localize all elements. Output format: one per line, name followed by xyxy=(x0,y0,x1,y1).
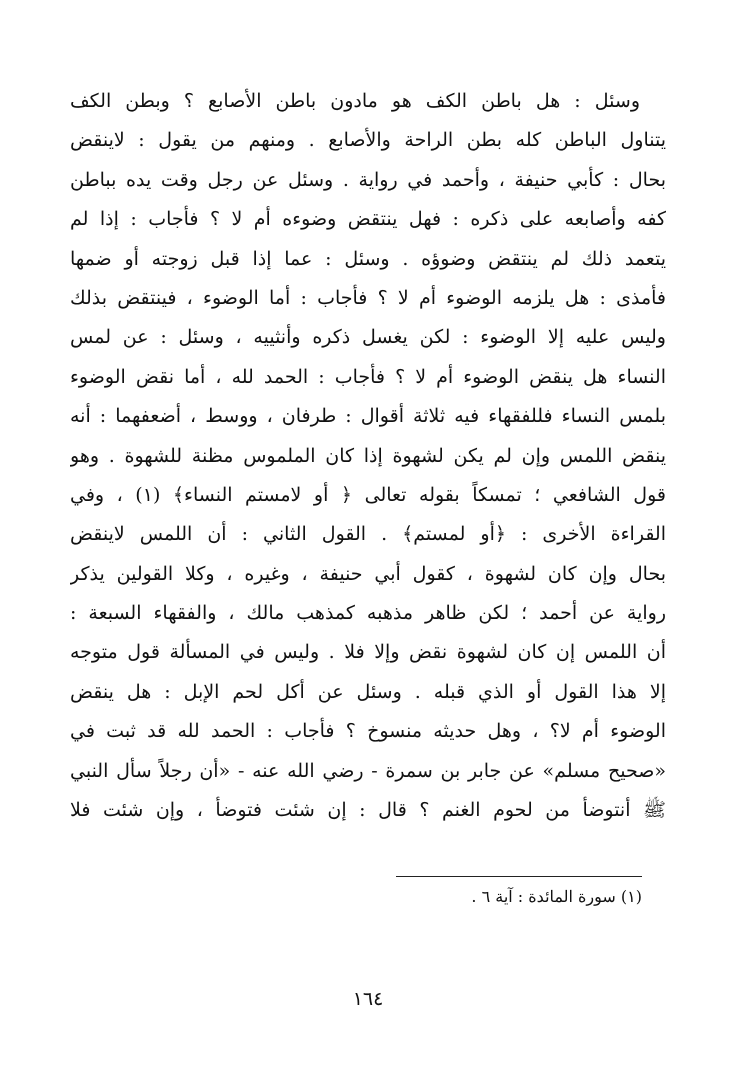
text-line: كفه وأصابعه على ذكره : فهل ينتقض وضوءه أم لا ؟ فأجاب : إذا لم xyxy=(70,208,666,231)
footnote-divider xyxy=(396,876,642,877)
text-line: القراءة الأخرى : ﴿أو لمستم﴾ . القول الثاني : أن اللمس لاينقض xyxy=(70,523,666,546)
text-line: أن اللمس إن كان لشهوة نقض وإلا فلا . وليس في المسألة قول متوجه xyxy=(70,641,666,664)
text-line: النساء هل ينقض الوضوء أم لا ؟ فأجاب : الحمد لله ، أما نقض الوضوء xyxy=(70,365,666,388)
text-line: وليس عليه إلا الوضوء : لكن يغسل ذكره وأنثييه ، وسئل : عن لمس xyxy=(70,326,666,349)
body-text xyxy=(70,82,666,830)
text-line: قول الشافعي ؛ تمسكاً بقوله تعالى ﴿ أو لامستم النساء﴾ (١) ، وفي xyxy=(70,483,666,506)
text-line: بلمس النساء فللفقهاء فيه ثلاثة أقوال : طرفان ، ووسط ، أضعفهما : أنه xyxy=(70,405,666,428)
text-line: بحال وإن كان لشهوة ، كقول أبي حنيفة ، وغيره ، وكلا القولين يذكر xyxy=(70,562,666,585)
text-line: ﷺ أنتوضأ من لحوم الغنم ؟ قال : إن شئت فتوضأ ، وإن شئت فلا xyxy=(70,799,666,822)
text-line: وسئل : هل باطن الكف هو مادون باطن الأصابع ؟ وبطن الكف xyxy=(70,90,640,112)
text-line: رواية عن أحمد ؛ لكن ظاهر مذهبه كمذهب مالك ، والفقهاء السبعة : xyxy=(70,602,666,625)
text-line: «صحيح مسلم» عن جابر بن سمرة - رضي الله عنه - «أن رجلاً سأل النبي xyxy=(70,759,666,782)
text-line: فأمذى : هل يلزمه الوضوء أم لا ؟ فأجاب : أما الوضوء ، فينتقض بذلك xyxy=(70,286,666,309)
text-line: بحال : كأبي حنيفة ، وأحمد في رواية . وسئل عن رجل وقت يده بباطن xyxy=(70,168,666,191)
text-line: الوضوء أم لا؟ ، وهل حديثه منسوخ ؟ فأجاب : الحمد لله قد ثبت في xyxy=(70,720,666,743)
page-number: ١٦٤ xyxy=(352,988,384,1010)
footnote: (١) سورة المائدة : آية ٦ . xyxy=(471,887,642,906)
text-line: يتعمد ذلك لم ينتقض وضوؤه . وسئل : عما إذا قبل زوجته أو ضمها xyxy=(70,247,666,270)
text-line: يتناول الباطن كله بطن الراحة والأصابع . ومنهم من يقول : لاينقض xyxy=(70,129,666,152)
text-line: ينقض اللمس وإن لم يكن لشهوة إذا كان الملموس مظنة للشهوة . وهو xyxy=(70,444,666,467)
text-line: إلا هذا القول أو الذي قبله . وسئل عن أكل لحم الإبل : هل ينقض xyxy=(70,680,666,703)
